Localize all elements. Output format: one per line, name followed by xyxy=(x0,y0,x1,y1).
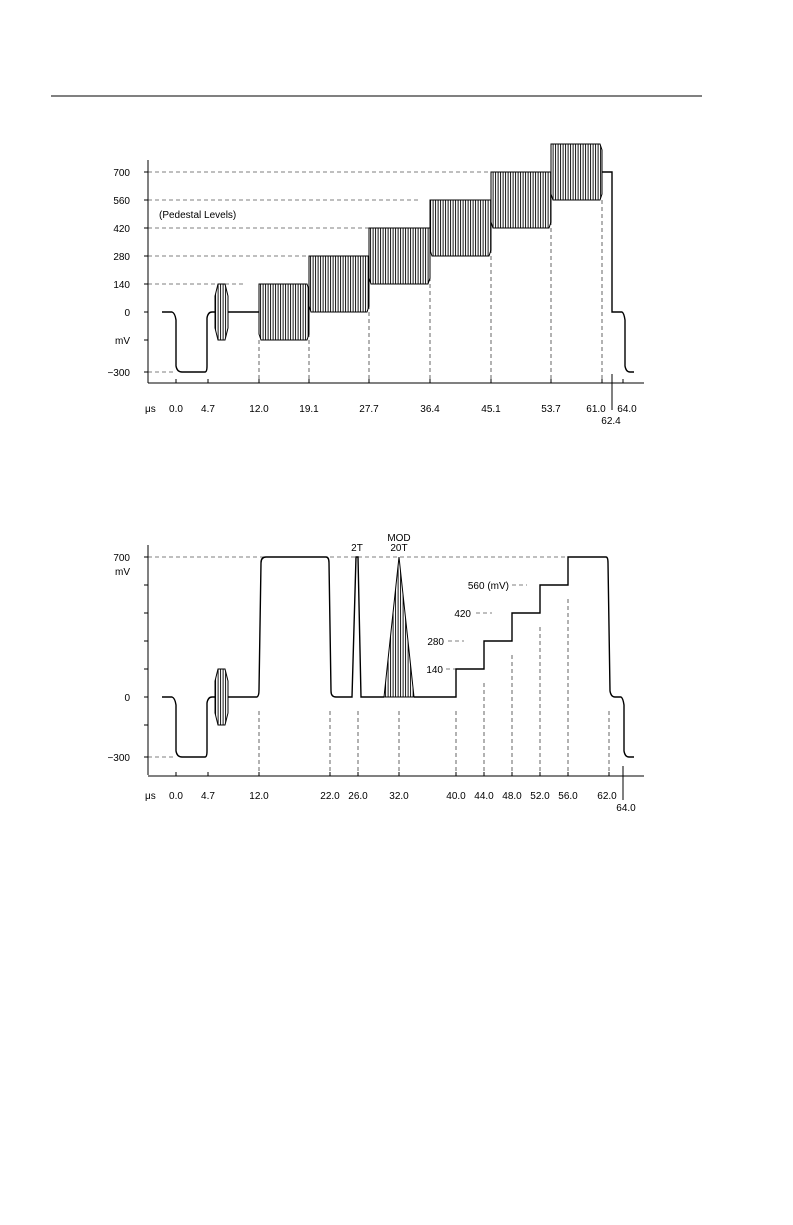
y-label-0: 0 xyxy=(124,693,130,704)
x-label: 64.0 xyxy=(617,404,637,415)
x-labels-2 xyxy=(145,791,636,814)
x-label: 52.0 xyxy=(530,791,550,802)
y-label-unit: mV xyxy=(115,567,130,578)
y-labels-2 xyxy=(107,553,130,764)
pedestal-block-1 xyxy=(259,284,309,340)
x-label: 48.0 xyxy=(502,791,522,802)
y-label-140: 140 xyxy=(113,280,130,291)
x-label: 22.0 xyxy=(320,791,340,802)
x-unit-1: μs xyxy=(145,404,156,415)
step-labels-2 xyxy=(426,581,509,676)
hatched-blocks-2 xyxy=(215,557,414,725)
x-label: 36.4 xyxy=(420,404,440,415)
hatched-blocks-1 xyxy=(215,144,602,340)
mod-20t-pulse xyxy=(384,557,414,697)
x-label: 45.1 xyxy=(481,404,501,415)
x-label: 12.0 xyxy=(249,404,269,415)
x-label: 19.1 xyxy=(299,404,319,415)
x-label: 27.7 xyxy=(359,404,379,415)
y-label-neg300: −300 xyxy=(107,753,130,764)
x-label: 44.0 xyxy=(474,791,494,802)
x-label-extra: 64.0 xyxy=(616,803,636,814)
x-unit-2: μs xyxy=(145,791,156,802)
x-label: 62.0 xyxy=(597,791,617,802)
pedestal-block-5 xyxy=(491,172,551,228)
pedestal-block-4 xyxy=(430,200,491,256)
y-label-280: 280 xyxy=(113,252,130,263)
y-label-700: 700 xyxy=(113,168,130,179)
x-label: 4.7 xyxy=(201,404,215,415)
diagram-2 xyxy=(107,533,644,814)
y-label-unit: mV xyxy=(115,336,130,347)
y-label-0: 0 xyxy=(124,308,130,319)
x-label: 26.0 xyxy=(348,791,368,802)
x-label: 53.7 xyxy=(541,404,561,415)
x-label: 32.0 xyxy=(389,791,409,802)
diagram-1 xyxy=(107,144,644,427)
x-label: 12.0 xyxy=(249,791,269,802)
label-2t: 2T xyxy=(351,543,363,554)
step-label-280: 280 xyxy=(427,637,444,648)
y-label-neg300: −300 xyxy=(107,368,130,379)
x-label: 0.0 xyxy=(169,791,183,802)
y-label-560: 560 xyxy=(113,196,130,207)
y-ticks-1 xyxy=(144,172,148,372)
color-burst-2 xyxy=(215,669,228,725)
step-label-560: 560 (mV) xyxy=(467,581,509,592)
y-label-700: 700 xyxy=(113,553,130,564)
x-label: 56.0 xyxy=(558,791,578,802)
y-labels-1 xyxy=(107,168,130,379)
y-label-420: 420 xyxy=(113,224,130,235)
pedestal-block-2 xyxy=(309,256,369,312)
x-label: 4.7 xyxy=(201,791,215,802)
step-label-140: 140 xyxy=(426,665,443,676)
pedestal-block-6 xyxy=(551,144,602,200)
step-label-420: 420 xyxy=(454,609,471,620)
pedestal-annotation: (Pedestal Levels) xyxy=(159,210,237,221)
label-mod: MOD xyxy=(387,533,411,544)
x-label: 61.0 xyxy=(586,404,606,415)
color-burst-1 xyxy=(215,284,228,340)
x-label: 0.0 xyxy=(169,404,183,415)
x-labels-1 xyxy=(145,404,637,427)
y-ticks-2 xyxy=(144,557,148,757)
x-label-extra: 62.4 xyxy=(601,416,621,427)
label-20t: 20T xyxy=(390,543,408,554)
pedestal-block-3 xyxy=(369,228,430,284)
x-label: 40.0 xyxy=(446,791,466,802)
